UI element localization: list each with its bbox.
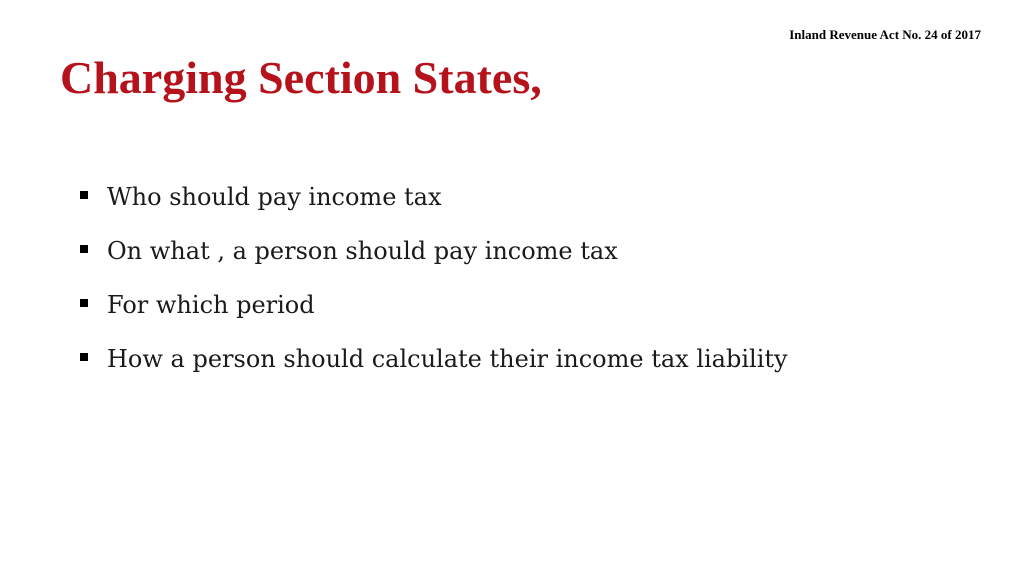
bullet-item-on-what [80, 224, 788, 278]
square-bullet-icon [80, 353, 88, 361]
bullet-text: How a person should calculate their income tax liability [107, 345, 788, 373]
bullet-item-calculation [80, 332, 788, 386]
slide-title: Charging Section States, [60, 52, 542, 103]
bullet-text: Who should pay income tax [107, 183, 442, 211]
bullet-item-who-pays [80, 170, 788, 224]
square-bullet-icon [80, 191, 88, 199]
bullet-text: For which period [107, 291, 315, 319]
square-bullet-icon [80, 245, 88, 253]
bullet-list [80, 170, 788, 386]
square-bullet-icon [80, 299, 88, 307]
act-reference-note: Inland Revenue Act No. 24 of 2017 [789, 27, 981, 42]
bullet-text: On what , a person should pay income tax [107, 237, 618, 265]
bullet-item-period [80, 278, 788, 332]
